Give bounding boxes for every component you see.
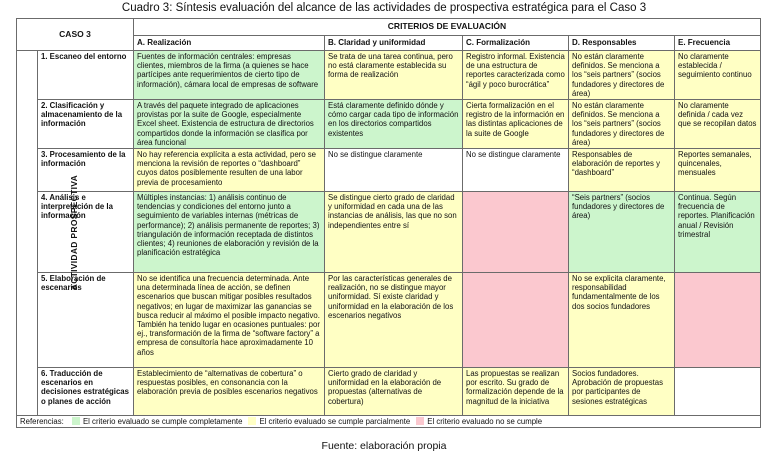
- table-row: [17, 100, 761, 149]
- evaluation-cell: Establecimiento de “alternativas de cobertura” o respuestas posibles, en consonancia con la elaboración previa de posibles escenarios negativos: [134, 368, 325, 416]
- column-header: A. Realización: [134, 36, 325, 51]
- evaluation-cell: No claramente definida / cada vez que se recopilan datos: [675, 100, 761, 149]
- table-row: [17, 149, 761, 192]
- evaluation-cell: [463, 273, 569, 368]
- legend-swatch: [416, 417, 424, 425]
- side-label-text: ACTIVIDAD PROSPECTIVA: [69, 175, 80, 291]
- evaluation-cell: No se explicita claramente, responsabilidad fundamentalmente de los dos socios fundadores: [569, 273, 675, 368]
- evaluation-cell: No se distingue claramente: [325, 149, 463, 192]
- evaluation-cell: Reportes semanales, quincenales, mensuales: [675, 149, 761, 192]
- legend-label: El criterio evaluado se cumple parcialmente: [259, 417, 411, 427]
- table-row: [17, 51, 761, 100]
- column-header: B. Claridad y uniformidad: [325, 36, 463, 51]
- evaluation-cell: Continua. Según frecuencia de reportes. Planificación anual / Revisión trimestral: [675, 192, 761, 273]
- evaluation-cell: Está claramente definido dónde y cómo cargar cada tipo de información en los directorios compartidos existentes: [325, 100, 463, 149]
- row-label: 4. Análisis e interpretación de la información: [38, 192, 134, 273]
- table-row: [17, 368, 761, 416]
- table-caption: Cuadro 3: Síntesis evaluación del alcance de las actividades de prospectiva estratégica para el Caso 3: [121, 2, 647, 14]
- evaluation-cell: [675, 368, 761, 416]
- evaluation-cell: No se distingue claramente: [463, 149, 569, 192]
- evaluation-cell: No están claramente definidos. Se menciona a los “seis partners” (socios fundadores y directores de área): [569, 100, 675, 149]
- evaluation-cell: [463, 192, 569, 273]
- evaluation-cell: “Seis partners” (socios fundadores y directores de área): [569, 192, 675, 273]
- evaluation-cell: Se trata de una tarea continua, pero no está claramente establecida su forma de realización: [325, 51, 463, 100]
- column-header: D. Responsables: [569, 36, 675, 51]
- evaluation-cell: Socios fundadores. Aprobación de propuestas por participantes de sesiones estratégicas: [569, 368, 675, 416]
- row-label: 1. Escaneo del entorno: [38, 51, 134, 100]
- legend: [17, 416, 761, 428]
- row-label: 6. Traducción de escenarios en decisiones estratégicas o planes de acción: [38, 368, 134, 416]
- legend-label: El criterio evaluado se cumple completamente: [82, 417, 243, 427]
- row-label: 2. Clasificación y almacenamiento de la información: [38, 100, 134, 149]
- evaluation-cell: No se identifica una frecuencia determinada. Ante una determinada línea de acción, se definen escenarios que buscan mitigar posibles resultados negativos; en lugar de maximizar las ganancias se busca reducir al máximo el posible impacto negativo. También ha tenido lugar en ocasiones puntuales: por ej., transformación de la firma de “software factory” a empresa de consultoría hace aproximadamente 10 años: [134, 273, 325, 368]
- row-label: 5. Elaboración de escenarios: [38, 273, 134, 368]
- evaluation-cell: [675, 273, 761, 368]
- legend-label: El criterio evaluado no se cumple: [427, 417, 543, 427]
- evaluation-cell: Múltiples instancias: 1) análisis continuo de tendencias y condiciones del entorno junto a seguimiento de variables internas (métricas de performance); 2) análisis permanente de reportes; 3) triangulación de información receptada de distintos clientes; 4) reuniones de elaboración y revisión de la planificación estratégica: [134, 192, 325, 273]
- evaluation-cell: Se distingue cierto grado de claridad y uniformidad en cada una de las instancias de análisis, las que no son independientes entre sí: [325, 192, 463, 273]
- evaluation-cell: No claramente establecida / seguimiento continuo: [675, 51, 761, 100]
- row-label: 3. Procesamiento de la información: [38, 149, 134, 192]
- evaluation-cell: No hay referencia explícita a esta actividad, pero se menciona la revisión de reportes o “dashboard” cuyos datos posiblemente resulten de una labor previa de procesamiento: [134, 149, 325, 192]
- legend-swatch: [248, 417, 256, 425]
- evaluation-table: [16, 18, 761, 428]
- table-row: [17, 192, 761, 273]
- evaluation-cell: Responsables de elaboración de reportes y “dashboard”: [569, 149, 675, 192]
- evaluation-cell: Las propuestas se realizan por escrito. Su grado de formalización depende de la magnitud de la iniciativa: [463, 368, 569, 416]
- evaluation-cell: A través del paquete integrado de aplicaciones provistas por la suite de Google, especialmente Excel sheet. Existencia de estructura de directorios compartidos donde la información se clasifica por área funcional: [134, 100, 325, 149]
- column-header: E. Frecuencia: [675, 36, 761, 51]
- legend-title: Referencias:: [20, 417, 64, 427]
- criteria-header: CRITERIOS DE EVALUACIÓN: [134, 19, 761, 36]
- evaluation-cell: No están claramente definidos. Se menciona a los “seis partners” (socios fundadores y directores de área): [569, 51, 675, 100]
- evaluation-cell: Cierto grado de claridad y uniformidad en la elaboración de propuestas (alternativas de cobertura): [325, 368, 463, 416]
- evaluation-cell: Cierta formalización en el registro de la información en las distintas aplicaciones de la suite de Google: [463, 100, 569, 149]
- evaluation-cell: Registro informal. Existencia de una estructura de reportes caracterizada como “ágil y poco burocrática”: [463, 51, 569, 100]
- source-note: Fuente: elaboración propia: [321, 440, 447, 452]
- case-label: CASO 3: [17, 19, 134, 51]
- evaluation-cell: Por las características generales de realización, no se distingue mayor uniformidad. Sí existe claridad y uniformidad en la elaboración de los escenarios negativos: [325, 273, 463, 368]
- column-header: C. Formalización: [463, 36, 569, 51]
- legend-swatch: [72, 417, 80, 425]
- evaluation-cell: Fuentes de información centrales: empresas clientes, miembros de la firma (a quienes se hace partícipes ante requerimientos de cierto tipo de información), cámara local de empresas de software: [134, 51, 325, 100]
- table-row: [17, 273, 761, 368]
